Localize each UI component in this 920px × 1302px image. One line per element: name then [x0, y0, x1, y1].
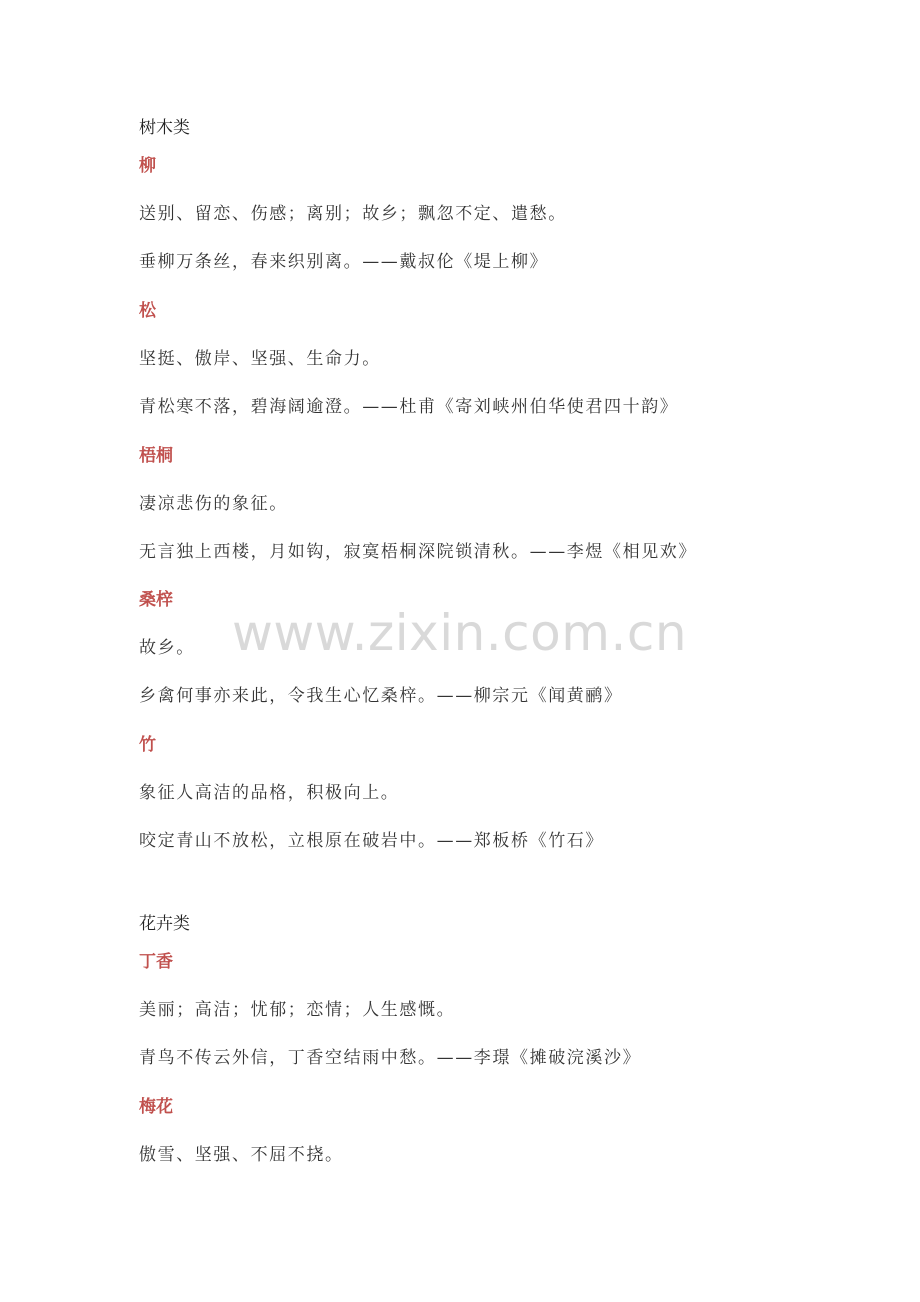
item-heading-mulberry-catalpa: 桑梓: [139, 590, 173, 610]
section-title-trees: 树木类: [139, 118, 190, 138]
item-meaning-phoenix-tree: 凄凉悲伤的象征。: [139, 494, 288, 514]
item-meaning-plum-blossom: 傲雪、坚强、不屈不挠。: [139, 1145, 344, 1165]
item-quote-willow: 垂柳万条丝，春来织别离。——戴叔伦《堤上柳》: [139, 252, 549, 272]
item-heading-lilac: 丁香: [139, 952, 173, 972]
item-meaning-mulberry-catalpa: 故乡。: [139, 638, 195, 658]
watermark: www.zixin.com.cn: [232, 604, 688, 662]
item-meaning-pine: 坚挺、傲岸、坚强、生命力。: [139, 349, 381, 369]
item-meaning-bamboo: 象征人高洁的品格，积极向上。: [139, 783, 400, 803]
item-meaning-lilac: 美丽；高洁；忧郁；恋情；人生感慨。: [139, 1000, 456, 1020]
item-heading-willow: 柳: [139, 156, 156, 176]
item-heading-pine: 松: [139, 301, 156, 321]
item-quote-mulberry-catalpa: 乡禽何事亦来此，令我生心忆桑梓。——柳宗元《闻黄鹂》: [139, 686, 623, 706]
section-title-flowers: 花卉类: [139, 914, 190, 934]
item-quote-phoenix-tree: 无言独上西楼，月如钩，寂寞梧桐深院锁清秋。——李煜《相见欢》: [139, 542, 697, 562]
item-heading-plum-blossom: 梅花: [139, 1097, 173, 1117]
item-meaning-willow: 送别、留恋、伤感；离别；故乡；飘忽不定、遣愁。: [139, 204, 567, 224]
item-heading-phoenix-tree: 梧桐: [139, 446, 173, 466]
item-heading-bamboo: 竹: [139, 735, 156, 755]
item-quote-bamboo: 咬定青山不放松，立根原在破岩中。——郑板桥《竹石》: [139, 831, 604, 851]
item-quote-lilac: 青鸟不传云外信，丁香空结雨中愁。——李璟《摊破浣溪沙》: [139, 1048, 642, 1068]
item-quote-pine: 青松寒不落，碧海阔逾澄。——杜甫《寄刘峡州伯华使君四十韵》: [139, 397, 679, 417]
